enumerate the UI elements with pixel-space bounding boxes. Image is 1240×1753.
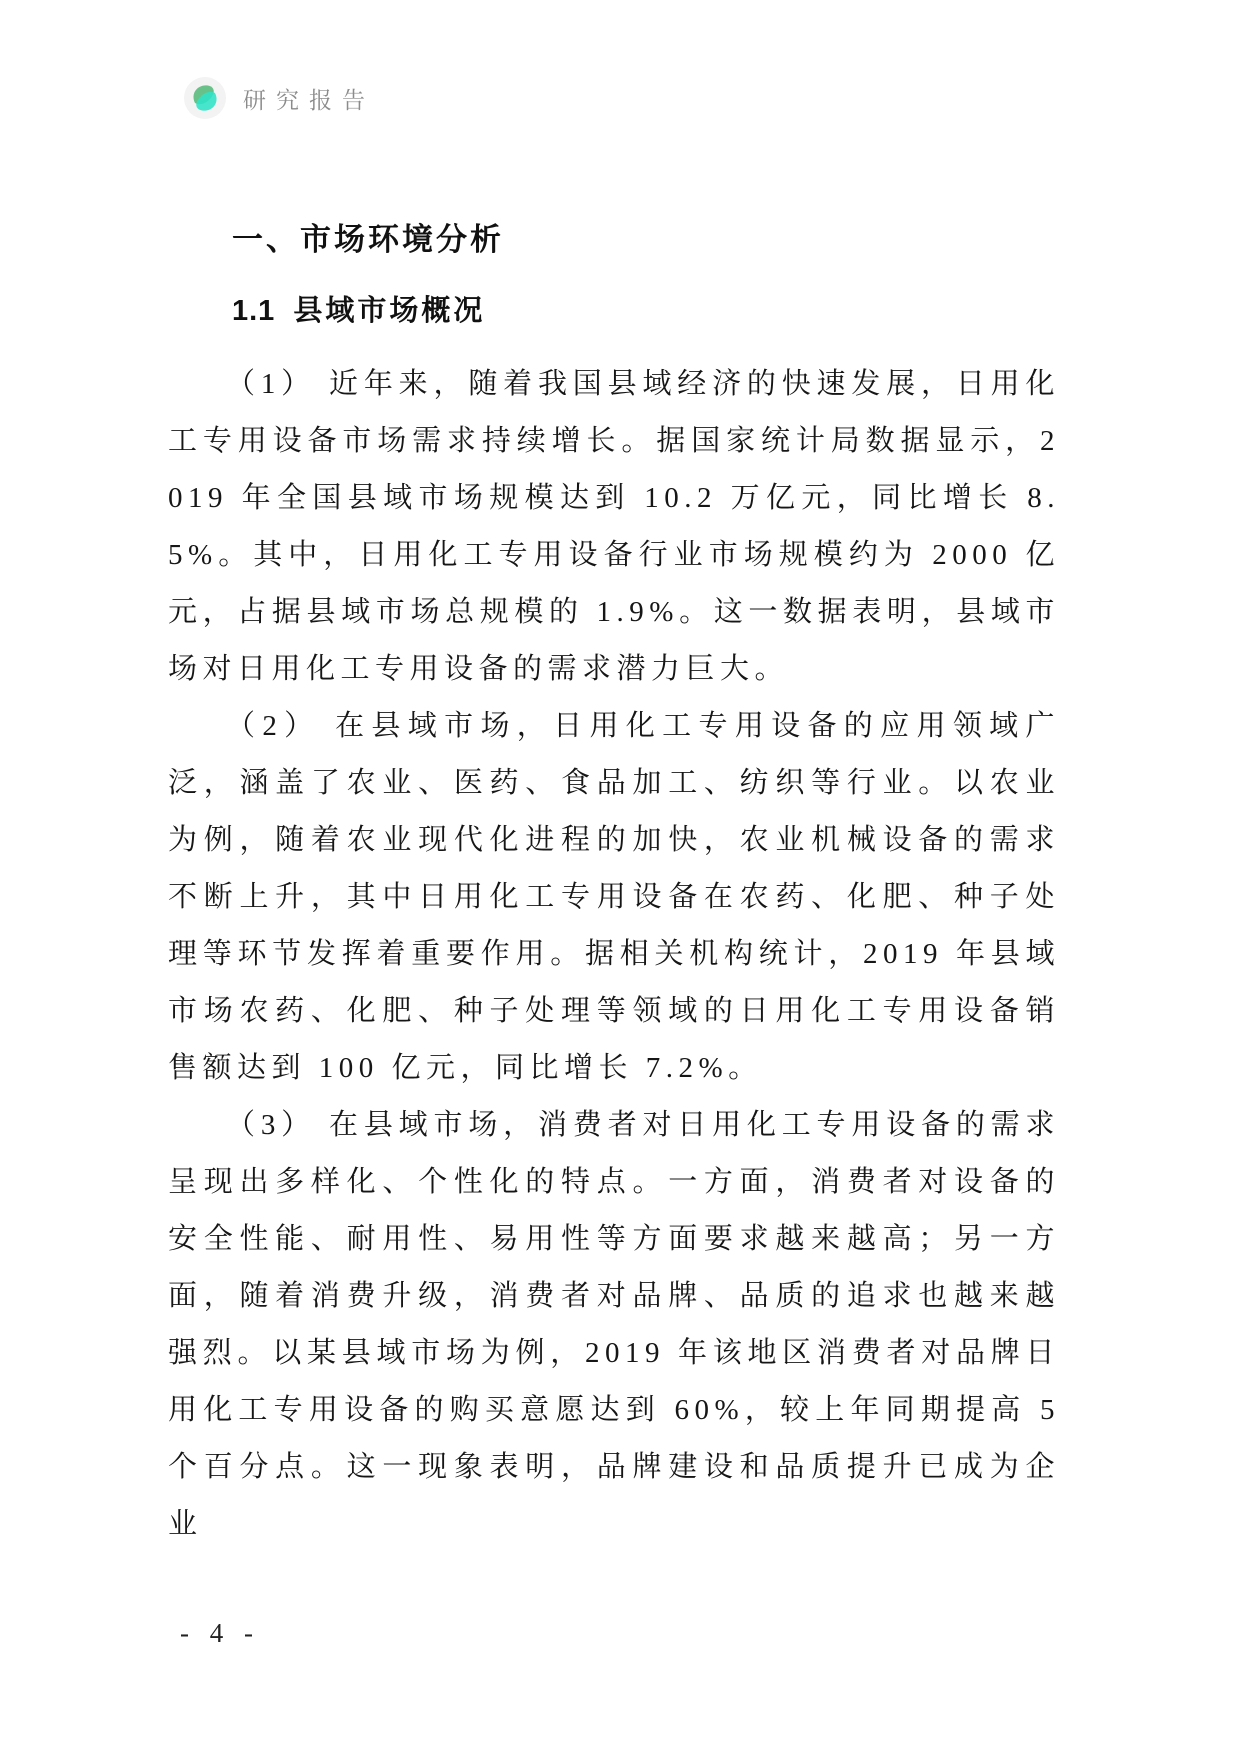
- document-body: [168, 220, 1060, 1553]
- page-footer: [180, 1618, 260, 1649]
- report-header: [183, 76, 375, 120]
- paragraph-3: （3） 在县域市场，消费者对日用化工专用设备的需求呈现出多样化、个性化的特点。一方面，消费者对设备的安全性能、耐用性、易用性等方面要求越来越高；另一方面，随着消费升级，消费者对品牌、品质的追求也越来越强烈。以某县域市场为例，2019 年该地区消费者对品牌日用化工专用设备的购买意愿达到 60%，较上年同期提高 5 个百分点。这一现象表明，品牌建设和品质提升已成为企业: [168, 1109, 1060, 1540]
- paragraph-2: （2） 在县域市场，日用化工专用设备的应用领域广泛，涵盖了农业、医药、食品加工、纺织等行业。以农业为例，随着农业现代化进程的加快，农业机械设备的需求不断上升，其中日用化工专用设备在农药、化肥、种子处理等环节发挥着重要作用。据相关机构统计，2019 年县域市场农药、化肥、种子处理等领域的日用化工专用设备销售额达到 100 亿元，同比增长 7.2%。: [168, 710, 1060, 1084]
- subsection-number: 1.1: [232, 295, 276, 327]
- section-heading: 一、市场环境分析: [232, 222, 504, 257]
- subsection-heading: [168, 292, 1060, 330]
- subsection-title-text: 县域市场概况: [293, 295, 486, 327]
- paragraph-block: [168, 356, 1060, 1553]
- page-number: - 4 -: [180, 1618, 260, 1648]
- brand-label: 研究报告: [243, 87, 375, 113]
- report-logo-icon: [183, 76, 227, 120]
- paragraph-1: （1） 近年来，随着我国县域经济的快速发展，日用化工专用设备市场需求持续增长。据国家统计局数据显示，2019 年全国县域市场规模达到 10.2 万亿元，同比增长 8.5%。其中，日用化工专用设备行业市场规模约为 2000 亿元，占据县域市场总规模的 1.9%。这一数据表明，县域市场对日用化工专用设备的需求潜力巨大。: [168, 368, 1060, 685]
